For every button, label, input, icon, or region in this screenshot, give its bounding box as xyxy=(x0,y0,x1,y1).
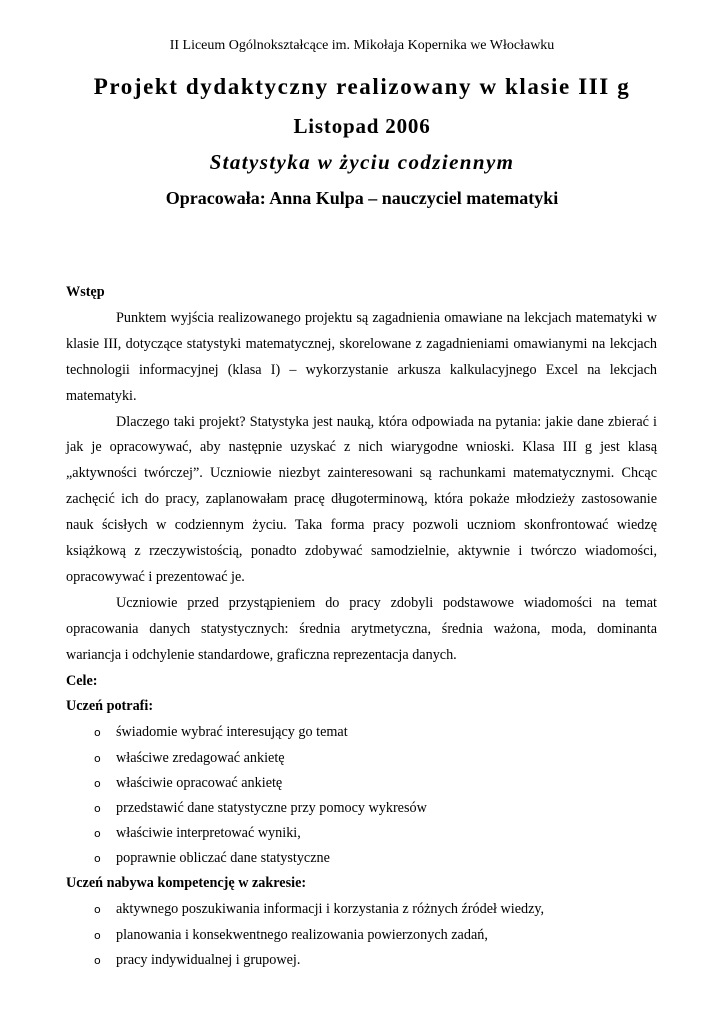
list-item xyxy=(66,948,657,973)
bullet-icon: o xyxy=(94,801,101,815)
project-subtitle: Statystyka w życiu codziennym xyxy=(209,150,515,174)
list-item-text: planowania i konsekwentnego realizowania powierzonych zadań, xyxy=(116,926,488,943)
bullet-icon: o xyxy=(94,928,101,942)
project-title: Projekt dydaktyczny realizowany w klasie III g xyxy=(93,74,631,99)
bullet-icon: o xyxy=(94,827,101,841)
bullet-icon: o xyxy=(94,953,101,967)
skills-list xyxy=(66,720,657,871)
bullet-icon: o xyxy=(94,776,101,790)
goals-heading: Cele: xyxy=(66,672,98,689)
list-item xyxy=(66,746,657,771)
list-item-text: pracy indywidualnej i grupowej. xyxy=(116,951,301,968)
intro-paragraph-3: Uczniowie przed przystąpieniem do pracy zdobyli podstawowe wiadomości na temat opracowania danych statystycznych: średnia arytmetyczna, średnia ważona, moda, dominanta wariancja i odchylenie standardowe, graficzna reprezentacja danych. xyxy=(66,594,657,663)
list-item-text: przedstawić dane statystyczne przy pomocy wykresów xyxy=(116,799,427,816)
school-name: II Liceum Ogólnokształcące im. Mikołaja Kopernika we Włocławku xyxy=(169,38,555,53)
list-item-text: aktywnego poszukiwania informacji i korzystania z różnych źródeł wiedzy, xyxy=(116,901,545,918)
bullet-icon: o xyxy=(94,903,101,917)
author-line: Opracowała: Anna Kulpa – nauczyciel matematyki xyxy=(165,188,559,208)
list-item-text: świadomie wybrać interesujący go temat xyxy=(116,724,348,741)
project-date: Listopad 2006 xyxy=(293,114,431,138)
list-item-text: poprawnie obliczać dane statystyczne xyxy=(116,850,330,867)
list-item xyxy=(66,771,657,796)
document-body xyxy=(66,280,657,973)
intro-heading: Wstęp xyxy=(66,284,105,300)
list-item-text: właściwie opracować ankietę xyxy=(116,774,283,791)
list-item xyxy=(66,796,657,821)
bullet-icon: o xyxy=(94,852,101,866)
list-item xyxy=(66,846,657,871)
bullet-icon: o xyxy=(94,726,101,740)
list-item-text: właściwe zredagować ankietę xyxy=(116,749,285,766)
bullet-icon: o xyxy=(94,751,101,765)
competences-heading: Uczeń nabywa kompetencję w zakresie: xyxy=(66,875,307,892)
intro-paragraph-2: Dlaczego taki projekt? Statystyka jest nauką, która odpowiada na pytania: jakie dane zbierać i jak je opracowywać, aby następnie uzyskać z nich wiarygodne wnioski. Klasa III g jest klasą „aktywności twórczej”. Uczniowie niezbyt zainteresowani są rachunkami matematycznymi. Chcąc zachęcić ich do pracy, zaplanowałam pracę długoterminową, która pokaże młodzieży zastosowanie nauk ścisłych w codziennym życiu. Taka forma pracy pozwoli uczniom skonfrontować wiedzę książkową z rzeczywistością, ponadto zdobywać samodzielnie, aktywnie i twórczo wiadomości, opracowywać i prezentować je. xyxy=(66,413,657,585)
list-item xyxy=(66,923,657,948)
list-item xyxy=(66,821,657,846)
competences-list xyxy=(66,897,657,973)
list-item xyxy=(66,720,657,745)
skills-heading: Uczeń potrafi: xyxy=(66,698,154,715)
intro-paragraph-1: Punktem wyjścia realizowanego projektu są zagadnienia omawiane na lekcjach matematyki w klasie III, dotyczące statystyki matematycznej, skorelowane z zagadnieniami omawianymi na lekcjach technologii informacyjnej (klasa I) – wykorzystanie arkusza kalkulacyjnego Excel na lekcjach matematyki. xyxy=(66,309,657,404)
list-item xyxy=(66,897,657,922)
list-item-text: właściwie interpretować wyniki, xyxy=(116,825,301,842)
